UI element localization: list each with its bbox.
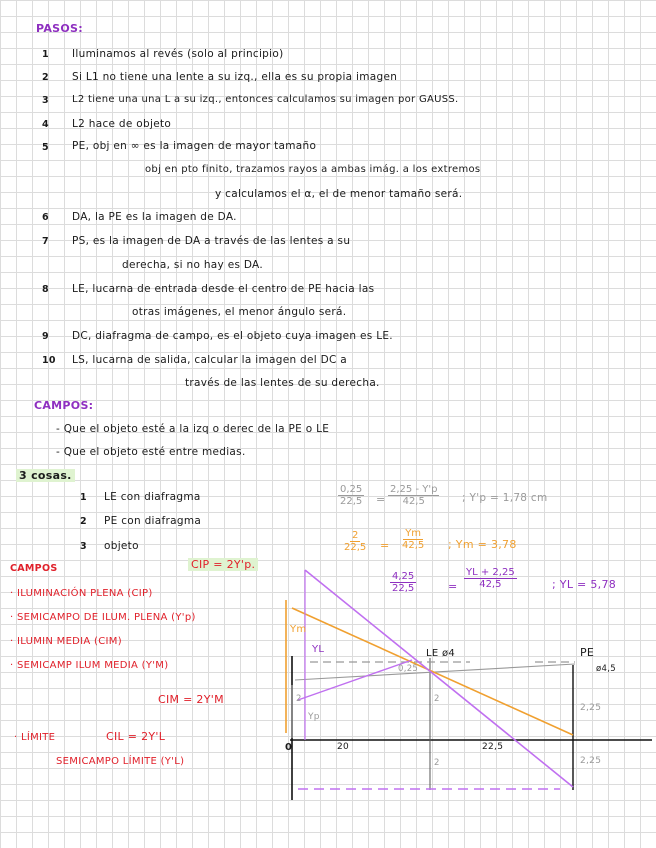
step-text: DA, la PE es la imagen de DA. (72, 211, 237, 223)
step-number: 2 (42, 72, 49, 83)
cosa-text: PE con diafragma (104, 515, 202, 527)
campos2-item: · ILUMIN MEDIA (CIM) (10, 636, 122, 647)
label-pe-diameter: ø4,5 (596, 664, 616, 674)
label-yl: YL (312, 644, 325, 655)
label-origin: 0 (285, 742, 293, 753)
cosa-number: 1 (80, 492, 87, 503)
step-text: L2 tiene una una L a su izq., entonces calculamos su imagen por GAUSS. (72, 94, 459, 105)
fraction: $\frac{2,25 - Y'p}{42,5}$ (390, 484, 438, 507)
step-text: DC, diafragma de campo, es el objeto cuya imagen es LE. (72, 330, 393, 342)
fraction: $\frac{0,25}{22,5}$ (340, 484, 363, 507)
cim-equation: CIM = 2Y'M (158, 693, 224, 706)
pasos-title: PASOS: (36, 22, 83, 35)
label-0-25: 0,25 (398, 664, 419, 674)
step-text: PE, obj en ∞ es la imagen de mayor tamaño (72, 140, 317, 152)
step-number: 1 (42, 49, 49, 60)
campos2-item: · SEMICAMPO DE ILUM. PLENA (Y'p) (10, 612, 196, 623)
step-text: otras imágenes, el menor ángulo será. (132, 306, 347, 318)
limite-label: · LÍMITE (14, 732, 56, 743)
label-x20: 20 (337, 742, 350, 752)
label-2-le: 2 (434, 694, 440, 704)
cosa-number: 2 (80, 516, 87, 527)
step-number: 3 (42, 95, 49, 106)
purple-ray-down (305, 570, 573, 787)
step-number: 6 (42, 212, 49, 223)
step-text: LE, lucarna de entrada desde el centro de PE hacia las (72, 283, 375, 295)
step-number: 5 (42, 142, 49, 153)
step-number: 4 (42, 119, 49, 130)
label-le: LE ø4 (426, 648, 456, 659)
orange-ray (292, 608, 573, 735)
step-number: 10 (42, 355, 56, 366)
cosa-number: 3 (80, 541, 87, 552)
step-text: LS, lucarna de salida, calcular la imagen del DC a (72, 354, 348, 366)
campos2-title: CAMPOS (10, 563, 58, 574)
step-text: Si L1 no tiene una lente a su izq., ella es su propia imagen (72, 71, 398, 83)
step-text: derecha, si no hay es DA. (122, 259, 263, 271)
step-text: PS, es la imagen de DA a través de las lentes a su (72, 235, 351, 247)
campos-title: CAMPOS: (34, 399, 94, 412)
step-number: 9 (42, 331, 49, 342)
step-text: Iluminamos al revés (solo al principio) (72, 48, 284, 60)
semicampo-limite: SEMICAMPO LÍMITE (Y'L) (56, 756, 185, 767)
label-pe: PE (580, 646, 595, 659)
label-2-25-bottom: 2,25 (580, 756, 602, 766)
label-2-origin: 2 (296, 694, 302, 704)
campos-item: - Que el objeto esté a la izq o derec de la PE o LE (56, 423, 330, 435)
step-text: y calculamos el α, el de menor tamaño será. (215, 188, 463, 200)
fraction: $\frac{2}{22,5}$ (344, 530, 367, 553)
label-2-bottom: 2 (434, 758, 440, 768)
step-text: través de las lentes de su derecha. (185, 377, 380, 389)
label-ym: Ym (290, 624, 307, 635)
campos-item: - Que el objeto esté entre medias. (56, 446, 246, 458)
label-yp: Yp (308, 712, 320, 722)
cip-equation: CIP = 2Y'p. (188, 558, 258, 571)
cosa-text: LE con diafragma (104, 491, 201, 503)
step-text: L2 hace de objeto (72, 118, 172, 130)
result: ; YL = 5,78 (552, 578, 617, 591)
label-x22-5: 22,5 (482, 742, 504, 752)
fraction: $\frac{4,25}{22,5}$ (392, 571, 415, 594)
campos2-item: · SEMICAMP ILUM MEDIA (Y'M) (10, 660, 169, 671)
result: ; Ym = 3,78 (448, 538, 517, 551)
result: ; Y'p = 1,78 cm (462, 492, 548, 504)
campos2-item: · ILUMINACIÓN PLENA (CIP) (10, 588, 153, 599)
tres-cosas-title: 3 cosas. (16, 469, 75, 482)
label-2-25-top: 2,25 (580, 703, 602, 713)
purple-ray-up (298, 660, 412, 700)
step-number: 7 (42, 236, 49, 247)
fraction: $\frac{Ym}{42,5}$ (402, 528, 425, 551)
cosa-text: objeto (104, 540, 139, 552)
step-text: obj en pto finito, trazamos rayos a ambas imág. a los extremos (145, 164, 481, 175)
fraction: $\frac{YL + 2,25}{42,5}$ (466, 567, 515, 590)
step-number: 8 (42, 284, 49, 295)
cil-equation: CIL = 2Y'L (106, 730, 166, 743)
